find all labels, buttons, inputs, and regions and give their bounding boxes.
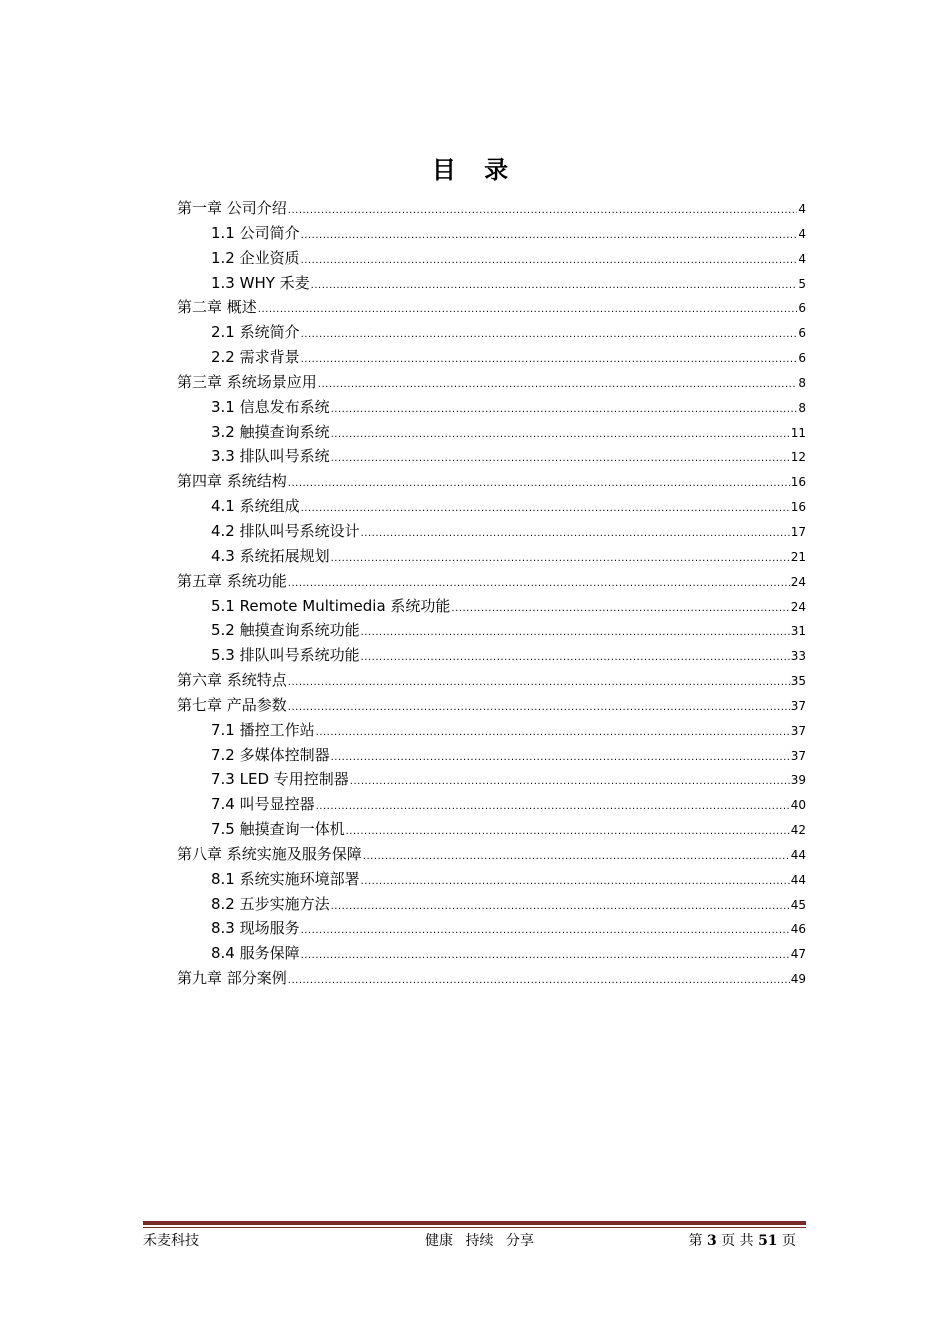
toc-entry-page-number: 31 <box>790 624 806 639</box>
toc-entry-label: 4.1 系统组成 <box>211 497 300 516</box>
toc-dot-leader <box>301 944 790 969</box>
footer-slogan: 健康 持续 分享 <box>425 1233 534 1249</box>
toc-entry-label: 2.2 需求背景 <box>211 348 300 367</box>
toc-section-entry[interactable] <box>177 395 806 420</box>
toc-entry-label: 5.3 排队叫号系统功能 <box>211 646 360 665</box>
toc-chapter-entry[interactable] <box>177 370 806 395</box>
page-prefix: 第 <box>688 1233 703 1249</box>
toc-title: 目 录 <box>431 156 519 184</box>
toc-dot-leader <box>361 522 790 547</box>
toc-entry-page-number: 39 <box>790 773 806 788</box>
toc-section-entry[interactable] <box>177 867 806 892</box>
toc-section-entry[interactable] <box>177 420 806 445</box>
toc-entry-page-number: 44 <box>790 847 806 862</box>
toc-entry-label: 8.4 服务保障 <box>211 944 300 963</box>
toc-entry-page-number: 37 <box>790 723 806 738</box>
toc-entry-page-number: 40 <box>790 798 806 813</box>
toc-entry-label: 第九章 部分案例 <box>177 969 287 988</box>
toc-entry-page-number: 37 <box>790 698 806 713</box>
toc-entry-page-number: 16 <box>790 475 806 490</box>
toc-entry-page-number: 33 <box>790 649 806 664</box>
toc-dot-leader <box>301 497 790 522</box>
toc-section-entry[interactable] <box>177 718 806 743</box>
toc-entry-page-number: 24 <box>790 599 806 614</box>
toc-entry-label: 3.1 信息发布系统 <box>211 397 330 416</box>
toc-entry-label: 第六章 系统特点 <box>177 671 287 690</box>
toc-entry-label: 5.1 Remote Multimedia 系统功能 <box>211 596 451 615</box>
toc-dot-leader <box>451 597 789 622</box>
toc-entry-label: 4.3 系统拓展规划 <box>211 546 330 565</box>
toc-chapter-entry[interactable] <box>177 295 806 320</box>
toc-chapter-entry[interactable] <box>177 668 806 693</box>
toc-section-entry[interactable] <box>177 494 806 519</box>
toc-dot-leader <box>258 298 798 323</box>
toc-entry-page-number: 37 <box>790 748 806 763</box>
toc-entry-page-number: 4 <box>798 202 806 216</box>
toc-dot-leader <box>288 969 790 994</box>
toc-chapter-entry[interactable] <box>177 842 806 867</box>
toc-section-entry[interactable] <box>177 246 806 271</box>
toc-dot-leader <box>288 472 790 497</box>
toc-dot-leader <box>311 274 798 299</box>
toc-entry-label: 第七章 产品参数 <box>177 695 287 714</box>
page-mid: 页 共 <box>721 1233 754 1249</box>
toc-entry-label: 8.3 现场服务 <box>211 919 300 938</box>
toc-dot-leader <box>288 671 790 696</box>
toc-dot-leader <box>331 447 790 472</box>
toc-entry-page-number: 6 <box>798 301 806 316</box>
toc-entry-label: 7.2 多媒体控制器 <box>211 745 330 764</box>
toc-section-entry[interactable] <box>177 320 806 345</box>
toc-dot-leader <box>301 348 798 373</box>
toc-dot-leader <box>301 919 790 944</box>
toc-entry-page-number: 8 <box>798 400 806 415</box>
toc-entry-label: 3.3 排队叫号系统 <box>211 447 330 466</box>
toc-entry-label: 1.2 企业资质 <box>211 248 300 267</box>
toc-entry-page-number: 35 <box>790 674 806 689</box>
toc-dot-leader <box>331 398 798 423</box>
toc-entry-label: 第二章 概述 <box>177 298 257 317</box>
toc-entry-label: 第一章 公司介绍 <box>177 199 287 217</box>
toc-entry-page-number: 6 <box>798 326 806 341</box>
toc-entry-label: 7.5 触摸查询一体机 <box>211 820 345 839</box>
toc-dot-leader <box>288 696 790 721</box>
toc-dot-leader <box>331 423 790 448</box>
toc-section-entry[interactable] <box>177 271 806 296</box>
page-total: 51 <box>758 1233 778 1249</box>
page-footer <box>143 1230 806 1250</box>
toc-entry-label: 2.1 系统简介 <box>211 323 300 342</box>
toc-entry-label: 8.1 系统实施环境部署 <box>211 869 360 888</box>
toc-chapter-entry[interactable] <box>177 693 806 718</box>
toc-entry-page-number: 11 <box>790 425 806 440</box>
toc-entry-label: 第三章 系统场景应用 <box>177 372 317 391</box>
toc-entry-label: 7.3 LED 专用控制器 <box>211 770 349 789</box>
page-current: 3 <box>706 1233 717 1249</box>
toc-chapter-entry[interactable] <box>177 469 806 494</box>
toc-entry-page-number: 4 <box>798 251 806 266</box>
toc-entry-page-number: 8 <box>798 375 806 390</box>
toc-dot-leader <box>331 895 790 920</box>
toc-dot-leader <box>361 646 790 671</box>
footer-rule-thick <box>143 1221 806 1225</box>
toc-entry-label: 第八章 系统实施及服务保障 <box>177 844 362 863</box>
toc-chapter-entry[interactable] <box>177 966 806 991</box>
toc-dot-leader <box>331 547 790 572</box>
toc-entry-page-number: 44 <box>790 872 806 887</box>
toc-section-entry[interactable] <box>177 444 806 469</box>
toc-dot-leader <box>316 795 790 820</box>
toc-entry-label: 7.1 播控工作站 <box>211 720 315 739</box>
table-of-contents <box>177 196 806 991</box>
toc-chapter-entry[interactable] <box>177 569 806 594</box>
toc-entry-page-number: 6 <box>798 351 806 366</box>
toc-entry-page-number: 24 <box>790 574 806 589</box>
footer-rule-thin <box>143 1227 806 1228</box>
toc-dot-leader <box>331 746 790 771</box>
toc-dot-leader <box>288 199 798 224</box>
toc-chapter-entry[interactable] <box>177 196 806 221</box>
toc-entry-page-number: 12 <box>790 450 806 465</box>
toc-dot-leader <box>350 770 790 795</box>
toc-section-entry[interactable] <box>177 817 806 842</box>
toc-dot-leader <box>301 249 798 274</box>
toc-dot-leader <box>318 373 798 398</box>
toc-section-entry[interactable] <box>177 941 806 966</box>
toc-section-entry[interactable] <box>177 892 806 917</box>
toc-section-entry[interactable] <box>177 221 806 246</box>
toc-entry-label: 1.1 公司简介 <box>211 223 300 242</box>
toc-entry-page-number: 4 <box>798 226 806 241</box>
toc-section-entry[interactable] <box>177 594 806 619</box>
toc-entry-page-number: 42 <box>790 823 806 838</box>
toc-section-entry[interactable] <box>177 767 806 792</box>
toc-section-entry[interactable] <box>177 643 806 668</box>
toc-entry-label: 第五章 系统功能 <box>177 571 287 590</box>
toc-entry-page-number: 46 <box>790 922 806 937</box>
toc-dot-leader <box>301 224 798 249</box>
toc-entry-label: 第四章 系统结构 <box>177 472 287 491</box>
toc-dot-leader <box>316 721 790 746</box>
toc-section-entry[interactable] <box>177 792 806 817</box>
toc-section-entry[interactable] <box>177 916 806 941</box>
footer-company: 禾麦科技 <box>143 1233 199 1249</box>
toc-entry-page-number: 45 <box>790 897 806 912</box>
page-suffix: 页 <box>782 1233 796 1249</box>
toc-entry-label: 8.2 五步实施方法 <box>211 894 330 913</box>
toc-entry-page-number: 17 <box>790 524 806 539</box>
toc-entry-page-number: 16 <box>790 500 806 515</box>
toc-entry-page-number: 5 <box>798 276 806 291</box>
toc-entry-page-number: 49 <box>790 972 806 987</box>
toc-entry-label: 4.2 排队叫号系统设计 <box>211 521 360 540</box>
toc-entry-label: 1.3 WHY 禾麦 <box>211 273 310 292</box>
toc-dot-leader <box>363 845 790 870</box>
toc-dot-leader <box>361 870 790 895</box>
toc-entry-label: 3.2 触摸查询系统 <box>211 422 330 441</box>
toc-section-entry[interactable] <box>177 519 806 544</box>
toc-section-entry[interactable] <box>177 345 806 370</box>
toc-entry-page-number: 47 <box>790 947 806 962</box>
toc-section-entry[interactable] <box>177 743 806 768</box>
toc-dot-leader <box>301 323 798 348</box>
footer-page-number <box>689 1230 797 1250</box>
toc-entry-page-number: 21 <box>790 549 806 564</box>
toc-section-entry[interactable] <box>177 544 806 569</box>
toc-entry-label: 7.4 叫号显控器 <box>211 795 315 814</box>
toc-section-entry[interactable] <box>177 618 806 643</box>
toc-dot-leader <box>346 820 790 845</box>
toc-entry-label: 5.2 触摸查询系统功能 <box>211 621 360 640</box>
toc-dot-leader <box>361 621 790 646</box>
